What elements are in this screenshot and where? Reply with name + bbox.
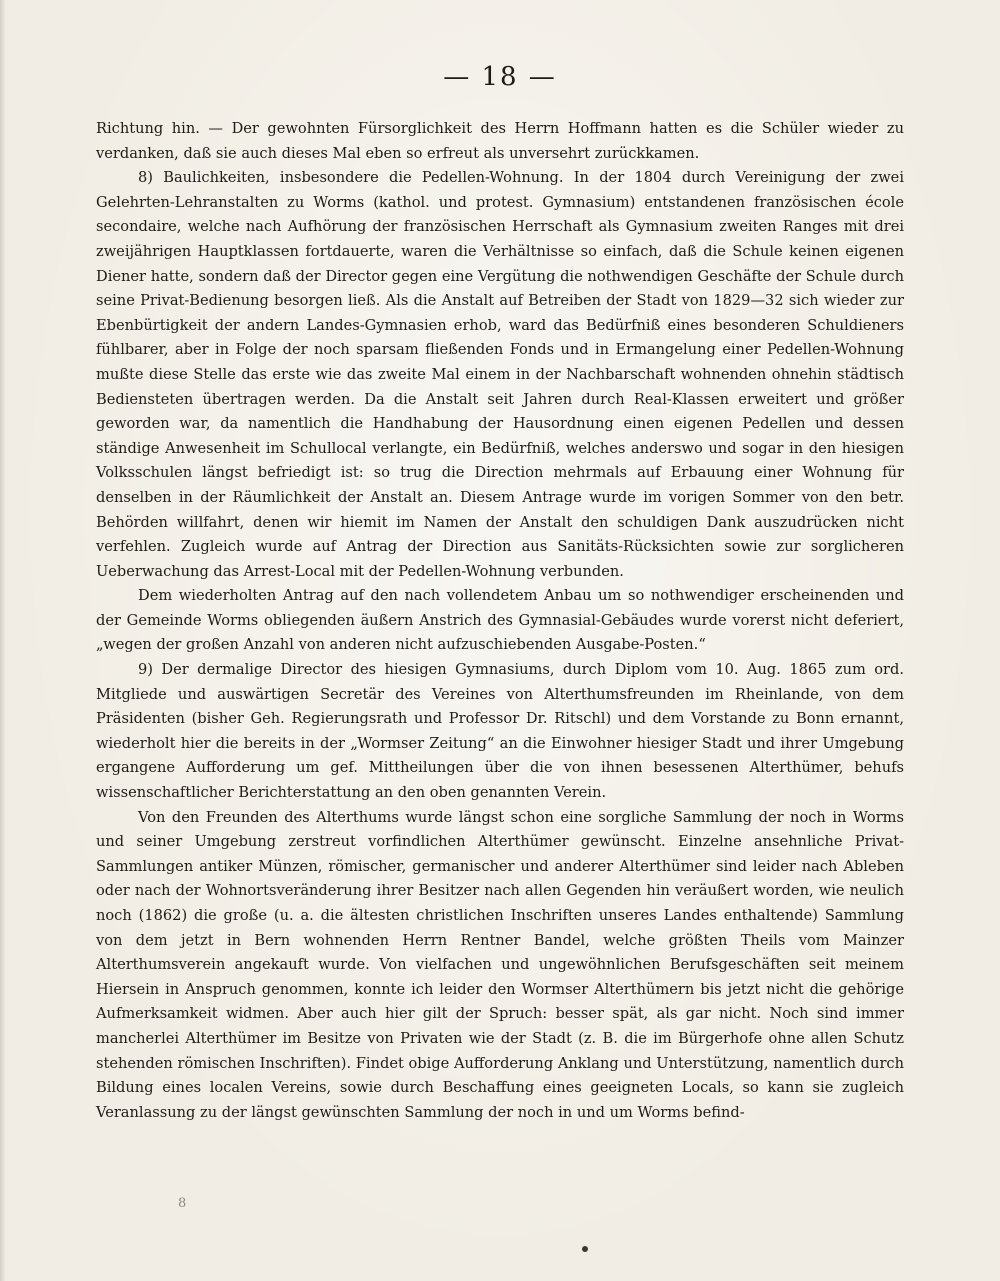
paragraph-section-8: 8) Baulichkeiten, insbesondere die Pedellen-Wohnung. In der 1804 durch Vereinigung der zwei Gelehrten-Lehranstalten zu Worms (kathol. und protest. Gymnasium) entstandenen französischen école secondaire, welche nach Aufhörung der französischen Herrschaft als Gymnasium zweiten Ranges mit drei zweijährigen Hauptklassen fortdauerte, waren die Verhältnisse so einfach, daß die Schule keinen eigenen Diener hatte, sondern daß der Director gegen eine Vergütung die nothwendigen Geschäfte der Schule durch seine Privat-Bedienung besorgen ließ. Als die Anstalt auf Betreiben der Stadt von 1829—32 sich wieder zur Ebenbürtigkeit der andern Landes-Gymnasien erhob, ward das Bedürfniß eines besonderen Schuldieners fühlbarer, aber in Folge der noch sparsam fließenden Fonds und in Ermangelung einer Pedellen-Wohnung mußte diese Stelle das erste wie das zweite Mal einem in der Nachbarschaft wohnenden ohnehin städtisch Bediensteten übertragen werden. Da die Anstalt seit Jahren durch Real-Klassen erweitert und größer geworden war, da namentlich die Handhabung der Hausordnung einen eigenen Pedellen und dessen ständige Anwesenheit im Schullocal verlangte, ein Bedürfniß, welches anderswo und sogar in den hiesigen Volksschulen längst befriedigt ist: so trug die Direction mehrmals auf Erbauung einer Wohnung für denselben in der Räumlichkeit der Anstalt an. Diesem Antrage wurde im vorigen Sommer von den betr. Behörden willfahrt, denen wir hiemit im Namen der Anstalt den schuldigen Dank auszudrücken nicht verfehlen. Zugleich wurde auf Antrag der Direction aus Sanitäts-Rücksichten sowie zur sorglicheren Ueberwachung das Arrest-Local mit der Pedellen-Wohnung verbunden. [96,169,904,580]
binding-shadow [0,0,6,1281]
ink-dot [582,1246,588,1252]
paragraph-section-9: 9) Der dermalige Director des hiesigen Gymnasiums, durch Diplom vom 10. Aug. 1865 zum ord. Mitgliede und auswärtigen Secretär des Vereines von Alterthumsfreunden im Rheinlande, von dem Präsidenten (bisher Geh. Regierungsrath und Professor Dr. Ritschl) und dem Vorstande zu Bonn ernannt, wiederholt hier die bereits in der „Wormser Zeitung“ an die Einwohner hiesiger Stadt und ihrer Umgebung ergangene Aufforderung um gef. Mittheilungen über die von ihnen besessenen Alterthümer, behufs wissenschaftlicher Berichterstattung an den oben genannten Verein. [96,661,904,802]
paragraph-alterthum: Von den Freunden des Alterthums wurde längst schon eine sorgliche Sammlung der noch in Worms und seiner Umgebung zerstreut vorfindlichen Alterthümer gewünscht. Einzelne ansehnliche Privat-Sammlungen antiker Münzen, römischer, germanischer und anderer Alterthümer sind leider nach Ableben oder nach der Wohnortsveränderung ihrer Besitzer nach allen Gegenden hin veräußert worden, wie neulich noch (1862) die große (u. a. die ältesten christlichen Inschriften unseres Landes enthaltende) Sammlung von dem jetzt in Bern wohnenden Herrn Rentner Bandel, welche größten Theils vom Mainzer Alterthumsverein angekauft wurde. Von vielfachen und ungewöhnlichen Berufsgeschäften seit meinem Hiersein in Anspruch genommen, konnte ich leider den Wormser Alterthümern bis jetzt nicht die gehörige Aufmerksamkeit widmen. Aber auch hier gilt der Spruch: besser spät, als gar nicht. Noch sind immer mancherlei Alterthümer im Besitze von Privaten wie der Stadt (z. B. die im Bürgerhofe ohne allen Schutz stehenden römischen Inschriften). Findet obige Aufforderung Anklang und Unterstützung, namentlich durch Bildung eines localen Vereins, sowie durch Beschaffung eines geeigneten Locals, so kann sie zugleich Veranlassung zu der längst gewünschten Sammlung der noch in und um Worms befind- [96,808,904,1121]
page-number: — 18 — [443,62,557,92]
paragraph-anstrich: Dem wiederholten Antrag auf den nach vollendetem Anbau um so nothwendiger erscheinenden und der Gemeinde Worms obliegenden äußern Anstrich des Gymnasial-Gebäudes wurde vorerst nicht deferiert, „wegen der großen Anzahl von anderen nicht aufzuschiebenden Ausgabe-Posten.“ [96,587,904,654]
signature-mark: 8 [178,1196,187,1211]
body-text [96,117,904,1125]
paragraph-intro: Richtung hin. — Der gewohnten Fürsorglichkeit des Herrn Hoffmann hatten es die Schüler wieder zu verdanken, daß sie auch dieses Mal eben so erfreut als unversehrt zurückkamen. [96,120,904,162]
